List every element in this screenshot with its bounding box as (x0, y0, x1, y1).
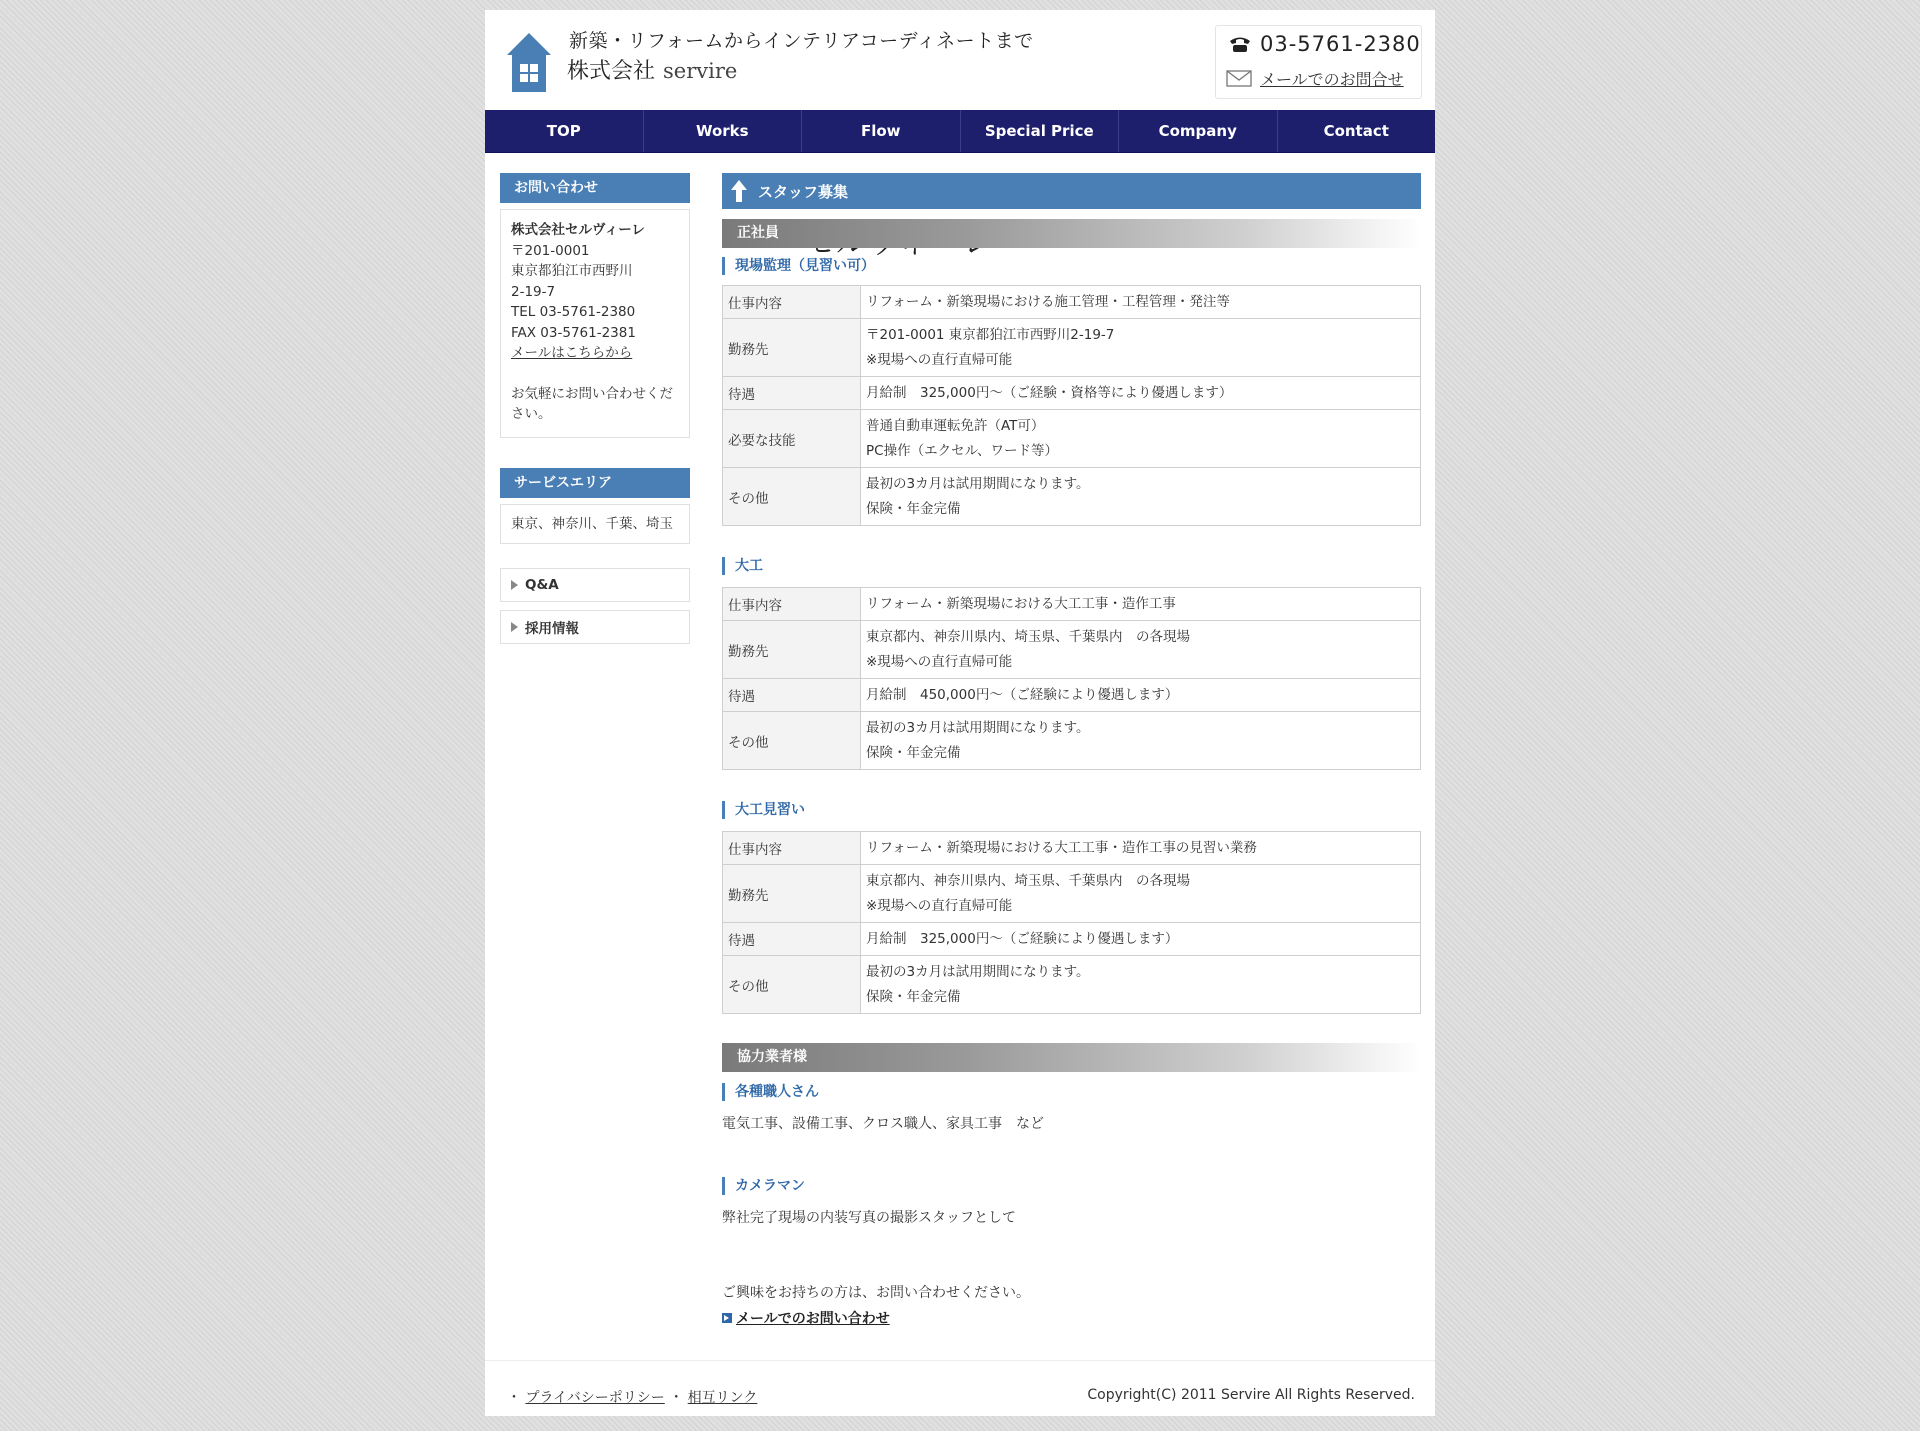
header-mail-link[interactable]: メールでのお問合せ (1260, 70, 1404, 89)
page (485, 10, 1435, 1416)
row-label: 仕事内容 (723, 588, 861, 621)
row-value: 最初の3カ月は試用期間になります。 保険・年金完備 (861, 468, 1421, 526)
table-row (723, 956, 1421, 1014)
row-label: 勤務先 (723, 865, 861, 923)
row-value: 月給制 325,000円～（ご経験・資格等により優遇します） (861, 377, 1421, 410)
table-row (723, 679, 1421, 712)
sidebar-fax: FAX 03-5761-2381 (511, 324, 636, 341)
row-value: 東京都内、神奈川県内、埼玉県、千葉県内 の各現場 ※現場への直行直帰可能 (861, 621, 1421, 679)
house-logo-icon[interactable] (506, 31, 552, 93)
partner-text: 電気工事、設備工事、クロス職人、家具工事 など (722, 1116, 1044, 1132)
main-content (722, 173, 1421, 1328)
sidebar-area-box (500, 504, 690, 545)
phone-number: 03-5761-2380 (1260, 32, 1421, 56)
arrow-square-icon (722, 1313, 732, 1323)
table-row (723, 712, 1421, 770)
partner-title: カメラマン (722, 1177, 1421, 1195)
header-mail (1226, 67, 1404, 90)
row-value: 月給制 450,000円～（ご経験により優遇します） (861, 679, 1421, 712)
mail-icon (1226, 70, 1252, 87)
table-row (723, 286, 1421, 319)
nav-top[interactable]: TOP (485, 110, 644, 152)
nav-special-price[interactable]: Special Price (961, 110, 1120, 152)
triangle-right-icon (511, 622, 518, 632)
company-prefix: 株式会社 (567, 59, 656, 84)
page-title (722, 173, 1421, 209)
row-value: 最初の3カ月は試用期間になります。 保険・年金完備 (861, 712, 1421, 770)
row-label: その他 (723, 712, 861, 770)
tagline: 新築・リフォームからインテリアコーディネートまで (569, 30, 1034, 52)
row-value: 〒201-0001 東京都狛江市西野川2-19-7 ※現場への直行直帰可能 (861, 319, 1421, 377)
section-band-partners: 協力業者様 (722, 1043, 1421, 1072)
company-name[interactable] (567, 54, 737, 85)
row-label: 待遇 (723, 377, 861, 410)
bullet: ・ (669, 1390, 688, 1406)
sidebar-company: 株式会社セルヴィーレ (511, 222, 645, 238)
header-phone (1228, 32, 1421, 56)
row-label: 仕事内容 (723, 832, 861, 865)
row-value: リフォーム・新築現場における大工工事・造作工事の見習い業務 (861, 832, 1421, 865)
row-value: 最初の3カ月は試用期間になります。 保険・年金完備 (861, 956, 1421, 1014)
footer-link-privacy[interactable]: プライバシーポリシー (525, 1390, 665, 1406)
company-en-name: servire (663, 59, 738, 83)
table-row (723, 865, 1421, 923)
row-label: 勤務先 (723, 319, 861, 377)
row-value: 普通自動車運転免許（AT可） PC操作（エクセル、ワード等） (861, 410, 1421, 468)
closing-mail (722, 1308, 1421, 1328)
row-label: その他 (723, 468, 861, 526)
job-title: 大工見習い (722, 801, 1421, 819)
table-row (723, 377, 1421, 410)
sidebar-contact-heading: お問い合わせ (500, 173, 690, 203)
table-row (723, 468, 1421, 526)
table-row (723, 319, 1421, 377)
triangle-right-icon (511, 580, 518, 590)
job-table (722, 587, 1421, 770)
sidebar-note: お気軽にお問い合わせください。 (511, 385, 673, 422)
header-contact-box (1215, 25, 1422, 99)
sidebar-mail-link[interactable]: メールはこちらから (511, 345, 633, 361)
table-row (723, 621, 1421, 679)
footer-links (507, 1387, 757, 1407)
header (485, 10, 1435, 110)
page-title-text: スタッフ募集 (758, 182, 849, 201)
table-row (723, 588, 1421, 621)
sidebar-link-label: Q&A (525, 577, 559, 593)
table-row (723, 832, 1421, 865)
footer (485, 1360, 1435, 1417)
copyright: Copyright(C) 2011 Servire All Rights Reserved. (1087, 1387, 1415, 1403)
global-nav (485, 110, 1435, 153)
job-title: 大工 (722, 557, 1421, 575)
job-table (722, 831, 1421, 1014)
table-row (723, 410, 1421, 468)
sidebar-link-recruit[interactable] (500, 610, 690, 644)
sidebar (500, 173, 690, 652)
row-value: リフォーム・新築現場における施工管理・工程管理・発注等 (861, 286, 1421, 319)
section-band-fulltime: 正社員 (722, 219, 1421, 248)
sidebar-link-qa[interactable] (500, 568, 690, 602)
sidebar-tel: TEL 03-5761-2380 (511, 304, 636, 320)
closing-mail-link[interactable]: メールでのお問い合わせ (736, 1311, 890, 1327)
nav-works[interactable]: Works (644, 110, 803, 152)
up-arrow-icon (730, 179, 748, 203)
job-title: 現場監理（見習い可） (722, 257, 1421, 275)
row-label: 勤務先 (723, 621, 861, 679)
sidebar-postal: 〒201-0001 (511, 242, 590, 259)
job-table (722, 285, 1421, 526)
row-value: 東京都内、神奈川県内、埼玉県、千葉県内 の各現場 ※現場への直行直帰可能 (861, 865, 1421, 923)
nav-flow[interactable]: Flow (802, 110, 961, 152)
nav-contact[interactable]: Contact (1323, 122, 1389, 140)
bullet: ・ (507, 1390, 526, 1406)
row-value: 月給制 325,000円～（ご経験により優遇します） (861, 923, 1421, 956)
partner-title: 各種職人さん (722, 1083, 1421, 1101)
sidebar-area-text: 東京、神奈川、千葉、埼玉 (511, 515, 673, 532)
footer-link-mutual[interactable]: 相互リンク (687, 1390, 758, 1406)
sidebar-area-heading: サービスエリア (500, 468, 690, 498)
sidebar-address1: 東京都狛江市西野川 (511, 263, 633, 279)
row-label: その他 (723, 956, 861, 1014)
row-label: 仕事内容 (723, 286, 861, 319)
row-label: 待遇 (723, 679, 861, 712)
row-label: 待遇 (723, 923, 861, 956)
row-label: 必要な技能 (723, 410, 861, 468)
row-value: リフォーム・新築現場における大工工事・造作工事 (861, 588, 1421, 621)
phone-icon (1228, 35, 1252, 53)
closing-text: ご興味をお持ちの方は、お問い合わせください。 (722, 1285, 1030, 1301)
partner-text: 弊社完了現場の内装写真の撮影スタッフとして (722, 1210, 1016, 1226)
sidebar-address2: 2-19-7 (511, 283, 556, 300)
sidebar-link-label: 採用情報 (525, 621, 579, 637)
sidebar-contact-box (500, 209, 690, 438)
nav-company[interactable]: Company (1119, 110, 1278, 152)
table-row (723, 923, 1421, 956)
